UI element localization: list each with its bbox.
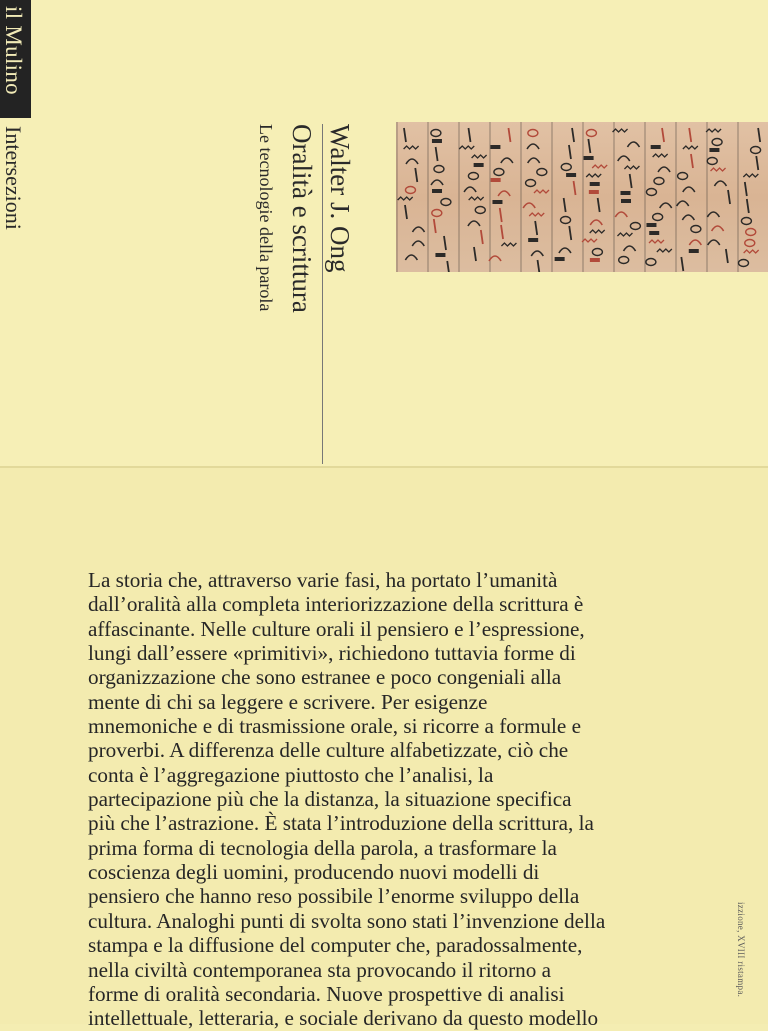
hieroglyph-mark	[662, 128, 664, 142]
hieroglyph-mark	[658, 167, 670, 172]
hieroglyph-mark	[555, 257, 565, 261]
hieroglyph-mark	[492, 200, 502, 204]
hieroglyph-mark	[741, 218, 751, 225]
hieroglyph-mark	[432, 189, 442, 193]
hieroglyph-mark	[728, 190, 730, 204]
hieroglyph-mark	[649, 231, 659, 235]
hieroglyph-mark	[538, 260, 540, 272]
blurb-line: conta è l’aggregazione piuttosto che l’analisi, la	[88, 762, 494, 787]
hieroglyph-mark	[432, 139, 442, 143]
hieroglyph-mark	[498, 191, 510, 196]
hieroglyph-mark	[709, 148, 719, 152]
hieroglyph-mark	[435, 253, 445, 257]
blurb-line: La storia che, attraverso varie fasi, ha portato l’umanità	[88, 568, 558, 592]
hieroglyph-mark	[590, 258, 600, 262]
blurb-line: coscienza degli uomini, producendo nuovi modelli di	[88, 860, 540, 885]
hieroglyph-mark	[472, 155, 487, 158]
hieroglyph-mark	[468, 173, 478, 180]
hieroglyph-mark	[434, 219, 436, 233]
hieroglyph-mark	[738, 260, 748, 267]
hieroglyph-mark	[574, 181, 576, 195]
hieroglyph-mark	[528, 130, 538, 137]
hieroglyph-mark	[683, 146, 698, 149]
hieroglyph-mark	[646, 189, 656, 196]
hieroglyph-mark	[707, 212, 719, 217]
hieroglyph-mark	[646, 259, 656, 266]
colophon-text: izzione, XVIII ristampa.	[736, 902, 746, 998]
hieroglyph-mark	[613, 129, 628, 132]
hieroglyph-mark	[432, 210, 442, 217]
hieroglyph-mark	[561, 164, 571, 171]
hieroglyph-mark	[689, 128, 691, 142]
hieroglyph-mark	[535, 221, 537, 235]
hieroglyph-mark	[744, 250, 759, 253]
hieroglyph-mark	[624, 166, 639, 169]
hieroglyph-mark	[534, 190, 549, 193]
author-name: Walter J. Ong	[325, 124, 355, 273]
hieroglyph-mark	[711, 168, 726, 171]
hieroglyph-mark	[406, 159, 418, 164]
publisher-name: il Mulino	[1, 6, 26, 95]
hieroglyph-mark	[489, 256, 501, 261]
hieroglyph-mark	[501, 158, 513, 163]
hieroglyph-mark	[481, 230, 483, 244]
hieroglyph-mark	[683, 187, 695, 192]
publisher-logo-bar	[0, 0, 31, 118]
divider-line	[322, 124, 323, 464]
hieroglyph-mark	[528, 158, 540, 163]
blurb-line: cultura. Analoghi punti di svolta sono stati l’invenzione della	[88, 908, 606, 933]
blurb-line: affascinante. Nelle culture orali il pensiero e l’espressione,	[88, 616, 585, 641]
hieroglyph-mark	[526, 180, 536, 187]
front-cover	[0, 0, 768, 468]
hieroglyph-mark	[527, 144, 539, 149]
blurb-line: mente di chi sa leggere e scrivere. Per esigenze	[88, 689, 488, 714]
hieroglyph-mark	[459, 146, 474, 149]
hieroglyph-mark	[677, 201, 689, 206]
hieroglyph-mark	[474, 247, 476, 261]
book-subtitle: Le tecnologie della parola	[256, 124, 276, 312]
hieroglyph-mark	[758, 128, 760, 142]
blurb-line: lungi dall’essere «primitivi», richiedono tuttavia forme di	[88, 641, 576, 666]
hieroglyph-mark	[712, 226, 724, 231]
hieroglyph-mark	[615, 212, 627, 217]
blurb-line: prima forma di tecnologia della parola, a trasformare la	[88, 835, 557, 860]
blurb-line: nella civiltà contemporanea sta provocando il ritorno a	[88, 957, 552, 982]
hieroglyph-mark	[447, 261, 449, 272]
hieroglyph-mark	[584, 156, 594, 160]
hieroglyph-mark	[405, 205, 407, 219]
hieroglyph-mark	[592, 165, 607, 168]
hieroglyph-mark	[660, 203, 672, 208]
hieroglyph-mark	[569, 226, 571, 240]
hieroglyph-image	[396, 122, 768, 272]
book-title: Oralità e scrittura	[287, 124, 317, 313]
hieroglyph-mark	[469, 197, 484, 200]
hieroglyph-mark	[751, 147, 761, 154]
hieroglyph-mark	[678, 173, 688, 180]
hieroglyph-mark	[490, 145, 500, 149]
hieroglyph-mark	[689, 240, 701, 245]
blurb-line: intellettuale, letteraria, e sociale derivano da questo modello	[88, 1006, 599, 1031]
blurb-line: dall’oralità alla completa interiorizzazione della scrittura è	[88, 592, 584, 617]
hieroglyph-mark	[528, 238, 538, 242]
hieroglyph-mark	[404, 128, 406, 142]
hieroglyph-mark	[564, 198, 566, 212]
blurb-line: mnemoniche e di trasmissione orale, si ricorre a formule e	[88, 714, 582, 739]
hieroglyph-mark	[523, 203, 535, 208]
hieroglyph-mark	[620, 191, 630, 195]
blurb-line: pensiero che hanno reso possibile l’enorme sviluppo della	[88, 884, 580, 909]
back-cover-blurb	[88, 568, 718, 1031]
hieroglyph-mark	[474, 163, 484, 167]
hieroglyph-mark	[441, 199, 451, 206]
hieroglyph-mark	[586, 130, 596, 137]
hieroglyph-mark	[712, 139, 722, 146]
hieroglyph-mark	[501, 225, 503, 239]
hieroglyph-mark	[630, 174, 632, 188]
hieroglyph-mark	[707, 158, 717, 165]
hieroglyph-mark	[653, 214, 663, 221]
hieroglyph-mark	[682, 215, 694, 220]
hieroglyph-mark	[582, 239, 597, 242]
hieroglyph-mark	[627, 142, 639, 147]
hieroglyph-mark	[431, 180, 443, 185]
hieroglyph-mark	[598, 198, 600, 212]
hieroglyph-mark	[706, 129, 721, 132]
blurb-line: organizzazione che sono estranee e poco congeniali alla	[88, 665, 562, 690]
hieroglyph-mark	[415, 168, 417, 182]
hieroglyph-mark	[747, 199, 749, 213]
hieroglyph-mark	[561, 217, 571, 224]
hieroglyph-mark	[468, 128, 470, 142]
hieroglyph-mark	[745, 240, 755, 247]
series-name: Intersezioni	[1, 126, 26, 230]
hieroglyph-mark	[743, 174, 758, 177]
hieroglyph-mark	[592, 249, 602, 256]
hieroglyph-mark	[590, 230, 605, 233]
hieroglyph-mark	[689, 249, 699, 253]
hieroglyph-mark	[569, 145, 571, 159]
hieroglyph-mark	[726, 249, 728, 263]
hieroglyph-mark	[618, 156, 630, 161]
hieroglyph-mark	[588, 139, 590, 153]
hieroglyph-mark	[654, 178, 664, 185]
hieroglyph-mark	[404, 146, 419, 149]
hieroglyph-mark	[491, 178, 501, 182]
hieroglyph-pattern	[396, 122, 768, 272]
hieroglyph-mark	[630, 223, 640, 230]
hieroglyph-mark	[617, 233, 632, 236]
hieroglyph-mark	[398, 197, 413, 200]
blurb-line: forme di oralità secondaria. Nuove prospettive di analisi	[88, 981, 565, 1006]
hieroglyph-mark	[494, 169, 504, 176]
hieroglyph-mark	[651, 145, 661, 149]
hieroglyph-mark	[475, 207, 485, 214]
hieroglyph-mark	[412, 241, 424, 246]
hieroglyph-mark	[444, 236, 446, 250]
hieroglyph-mark	[412, 227, 424, 232]
hieroglyph-mark	[681, 257, 683, 271]
hieroglyph-mark	[590, 182, 600, 186]
hieroglyph-mark	[745, 182, 747, 196]
hieroglyph-mark	[559, 248, 571, 253]
hieroglyph-mark	[501, 243, 516, 246]
blurb-line: partecipazione più che la distanza, la situazione specifica	[88, 787, 572, 812]
hieroglyph-mark	[589, 190, 599, 194]
hieroglyph-mark	[537, 169, 547, 176]
hieroglyph-mark	[657, 249, 672, 252]
hieroglyph-mark	[708, 240, 720, 245]
hieroglyph-mark	[508, 128, 510, 142]
hieroglyph-mark	[500, 208, 502, 222]
hieroglyph-mark	[691, 226, 701, 233]
hieroglyph-mark	[590, 220, 602, 225]
hieroglyph-mark	[746, 229, 756, 236]
hieroglyph-mark	[646, 223, 656, 227]
hieroglyph-mark	[405, 187, 415, 194]
hieroglyph-mark	[714, 181, 726, 186]
hieroglyph-mark	[464, 187, 476, 192]
blurb-line: più che l’astrazione. È stata l’introduzione della scrittura, la	[88, 811, 594, 836]
hieroglyph-mark	[621, 199, 631, 203]
hieroglyph-mark	[624, 246, 636, 251]
hieroglyph-mark	[653, 154, 668, 157]
hieroglyph-mark	[649, 240, 664, 243]
hieroglyph-mark	[405, 255, 417, 260]
hieroglyph-mark	[431, 130, 441, 137]
hieroglyph-mark	[756, 156, 758, 170]
hieroglyph-mark	[434, 166, 444, 173]
hieroglyph-mark	[468, 221, 480, 226]
blurb-line: stampa e la diffusione del computer che, paradossalmente,	[88, 933, 583, 958]
hieroglyph-mark	[691, 154, 693, 168]
hieroglyph-mark	[619, 257, 629, 264]
hieroglyph-mark	[586, 174, 601, 177]
hieroglyph-mark	[531, 251, 543, 256]
hieroglyph-mark	[436, 147, 438, 161]
hieroglyph-mark	[572, 128, 574, 142]
hieroglyph-mark	[529, 213, 544, 216]
hieroglyph-mark	[566, 173, 576, 177]
blurb-line: proverbi. A differenza delle culture alfabetizzate, ciò che	[88, 738, 569, 763]
